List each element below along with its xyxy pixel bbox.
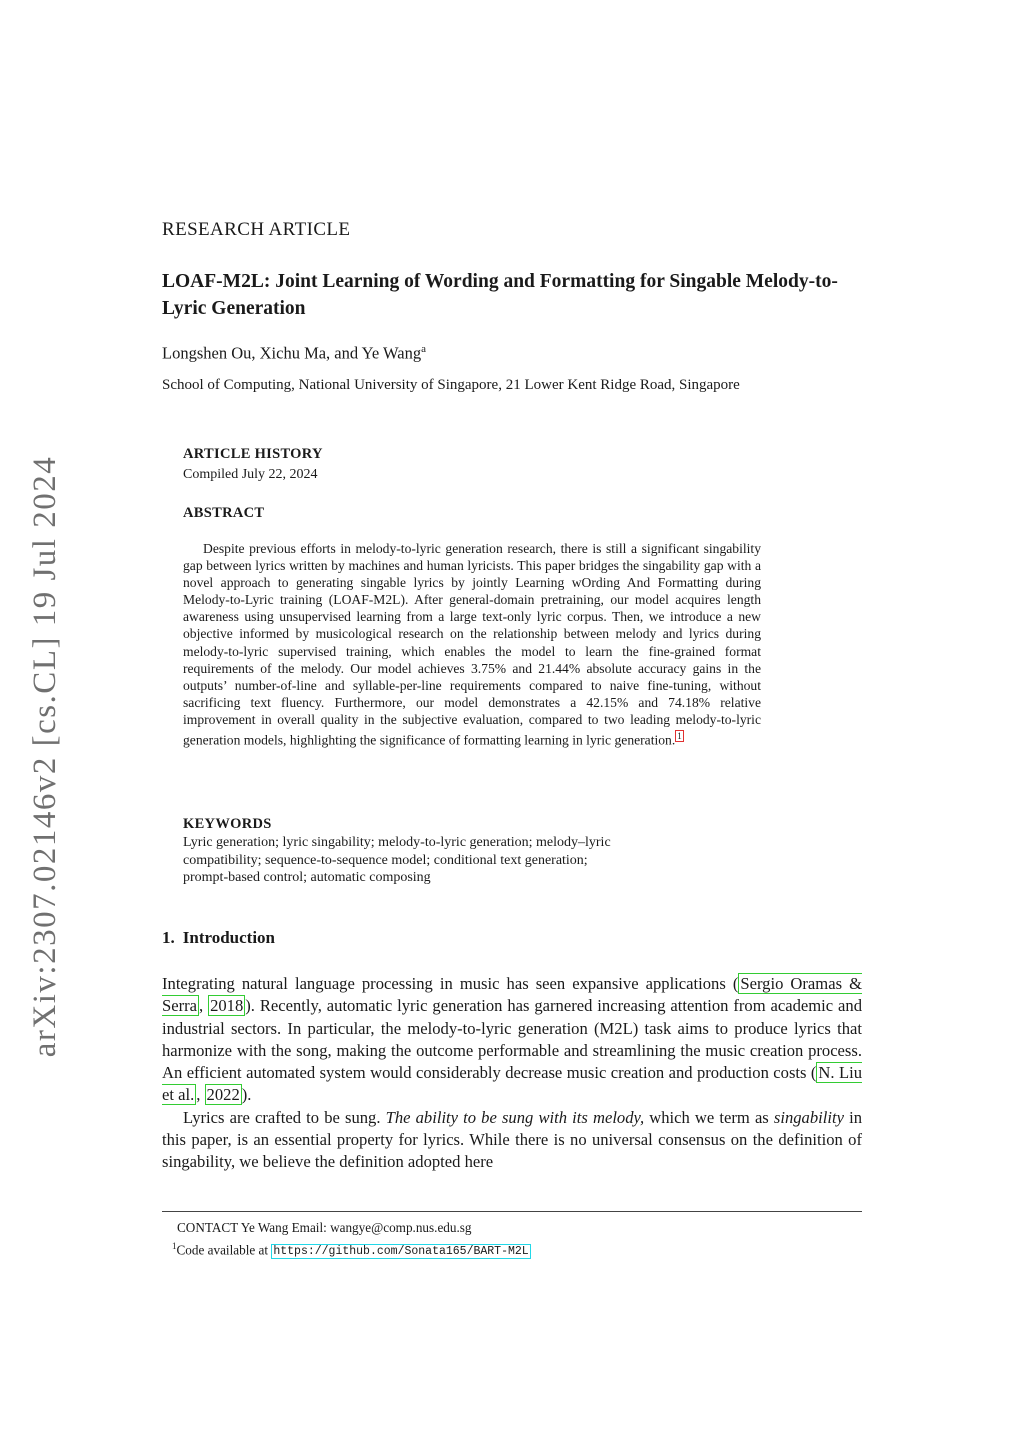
contact-footnote: CONTACT Ye Wang Email: wangye@comp.nus.edu.sg	[177, 1220, 472, 1235]
abstract-text: Despite previous efforts in melody-to-lyric generation research, there is still a significant singability gap between lyrics written by machines and human lyricists. This paper bridges the singability gap with a novel approach to generating singable lyrics by jointly Learning wOrding And Formatting during Melody-to-Lyric training (LOAF-M2L). After general-domain pretraining, our model acquires length awareness using unsupervised learning from a large text-only lyric corpus. Then, we introduce a new objective informed by musicological research on the relationship between melody and lyrics during melody-to-lyric supervised training, which enables the model to learn the fine-grained format requirements of the melody. Our model achieves 3.75% and 21.44% absolute accuracy gains in the outputs’ number-of-line and syllable-per-line requirements compared to naive fine-tuning, without sacrificing text fluency. Furthermore, our model demonstrates a 42.15% and 74.18% relative improvement in overall quality in the subjective evaluation, compared to two leading melody-to-lyric generation models, highlighting the significance of formatting learning in lyric generation.	[183, 541, 761, 748]
compiled-date: Compiled July 22, 2024	[183, 467, 318, 482]
introduction-body	[162, 973, 862, 1174]
code-footnote	[162, 1237, 862, 1261]
keywords-heading: KEYWORDS	[183, 816, 272, 832]
author-affiliation-mark: a	[421, 343, 427, 355]
article-type: RESEARCH ARTICLE	[162, 219, 351, 240]
section-title: Introduction	[182, 928, 276, 947]
paragraph-text: ). Recently, automatic lyric generation has garnered increasing attention from academic and industrial sectors. In particular, the melody-to-lyric generation (M2L) task aims to produce lyrics that harmonize with the song, making the outcome performable and streamlining the music creation process. An efficient automated system would considerably decrease music creation and production costs (	[162, 996, 863, 1083]
citation-link[interactable]: Sergio Oramas & Serra	[162, 974, 862, 1016]
author-names: Longshen Ou, Xichu Ma, and Ye Wang	[162, 343, 422, 363]
github-url-link[interactable]: https://github.com/Sonata165/BART-M2L	[273, 1245, 529, 1259]
abstract-heading: ABSTRACT	[183, 505, 265, 521]
article-history	[183, 446, 761, 483]
intro-paragraph	[162, 973, 862, 1107]
emphasis-text: singability	[773, 1107, 844, 1127]
affiliation: School of Computing, National University of Singapore, 21 Lower Kent Ridge Road, Singapore	[162, 377, 740, 393]
paragraph-text: Integrating natural language processing in music has seen expansive applications (	[162, 974, 739, 993]
paragraph-text: in this paper, is an essential property for lyrics. While there is no universal consensus on the definition of singability, we believe the definition adopted here	[162, 1107, 862, 1172]
citation-link[interactable]: N. Liu et al.	[162, 1063, 862, 1105]
introduction-heading	[162, 928, 275, 948]
footnote-mark: 1	[172, 1241, 177, 1251]
citation-year-link[interactable]: 2022	[206, 1085, 240, 1105]
keywords-list	[183, 834, 761, 887]
footnote-link[interactable]: 1	[677, 731, 682, 742]
keywords-line: Lyric generation; lyric singability; melody-to-lyric generation; melody–lyric	[183, 835, 611, 850]
emphasis-text: The ability to be sung with its melody,	[385, 1107, 645, 1127]
paragraph-text: ,	[196, 1085, 205, 1105]
citation-year-link[interactable]: 2018	[210, 996, 244, 1016]
article-history-heading: ARTICLE HISTORY	[183, 446, 323, 462]
keywords	[183, 816, 761, 887]
paragraph-text: ,	[199, 996, 209, 1016]
authors	[162, 343, 426, 364]
arxiv-stamp	[20, 455, 72, 1057]
footnotes	[162, 1219, 862, 1261]
keywords-line: compatibility; sequence-to-sequence model; conditional text generation;	[183, 852, 588, 868]
paragraph-text: Lyrics are crafted to be sung.	[183, 1107, 386, 1127]
paragraph-text: ).	[241, 1085, 252, 1105]
paper-title: LOAF-M2L: Joint Learning of Wording and Formatting for Singable Melody-to-Lyric Generation	[162, 271, 838, 319]
paragraph-text: which we term as	[644, 1107, 774, 1127]
section-number: 1.	[162, 928, 175, 947]
keywords-line: prompt-based control; automatic composing	[183, 870, 431, 885]
abstract	[183, 540, 761, 749]
code-footnote-text: Code available at	[176, 1242, 272, 1258]
footnote-divider	[162, 1211, 862, 1212]
intro-paragraph	[162, 1107, 862, 1174]
arxiv-stamp-text: arXiv:2307.02146v2 [cs.CL] 19 Jul 2024	[27, 455, 64, 1057]
